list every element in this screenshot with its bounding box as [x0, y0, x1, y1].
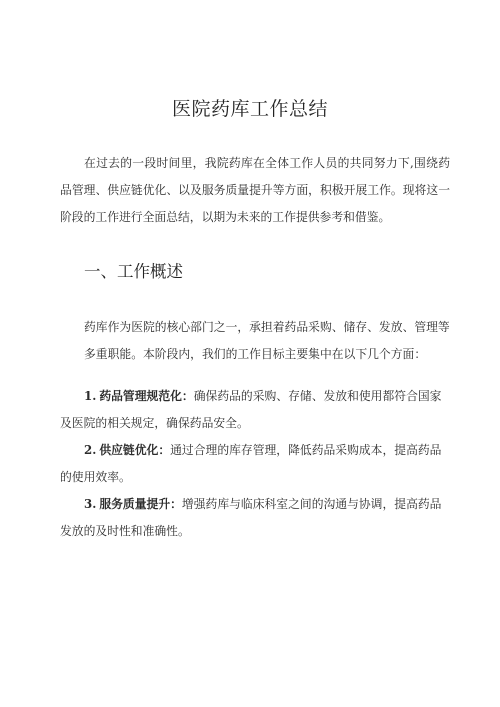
list-item: [60, 383, 452, 437]
list-item-number: 1.: [84, 389, 97, 403]
document-title: 医院药库工作总结: [171, 98, 328, 120]
intro-paragraph: 在过去的一段时间里，我院药库在全体工作人员的共同努力下,围绕药品管理、供应链优化、以及服务质量提升等方面，积极开展工作。现将这一阶段的工作进行全面总结，以期为未来的工作提供参考和借鉴。: [60, 156, 450, 224]
list-item-number: 3.: [84, 497, 97, 511]
list-item-number: 2.: [84, 443, 97, 457]
section-heading-overview: 一、工作概述: [84, 262, 183, 281]
list-item: [60, 491, 452, 545]
overview-paragraph: 药库作为医院的核心部门之一，承担着药品采购、储存、发放、管理等多重职能。本阶段内，我们的工作目标主要集中在以下几个方面：: [84, 320, 450, 361]
list-item-label: 供应链优化：: [99, 443, 171, 457]
list-item-text: 增强药库与临床科室之间的沟通与协调，提高药品发放的及时性和准确性。: [60, 497, 442, 538]
list-item-label: 药品管理规范化：: [99, 389, 194, 403]
list-item-text: 确保药品的采购、存储、发放和使用都符合国家及医院的相关规定，确保药品安全。: [60, 389, 442, 430]
list-item-text: 通过合理的库存管理，降低药品采购成本，提高药品的使用效率。: [60, 443, 442, 484]
list-item: [60, 437, 452, 491]
list-item-label: 服务质量提升：: [99, 497, 182, 511]
